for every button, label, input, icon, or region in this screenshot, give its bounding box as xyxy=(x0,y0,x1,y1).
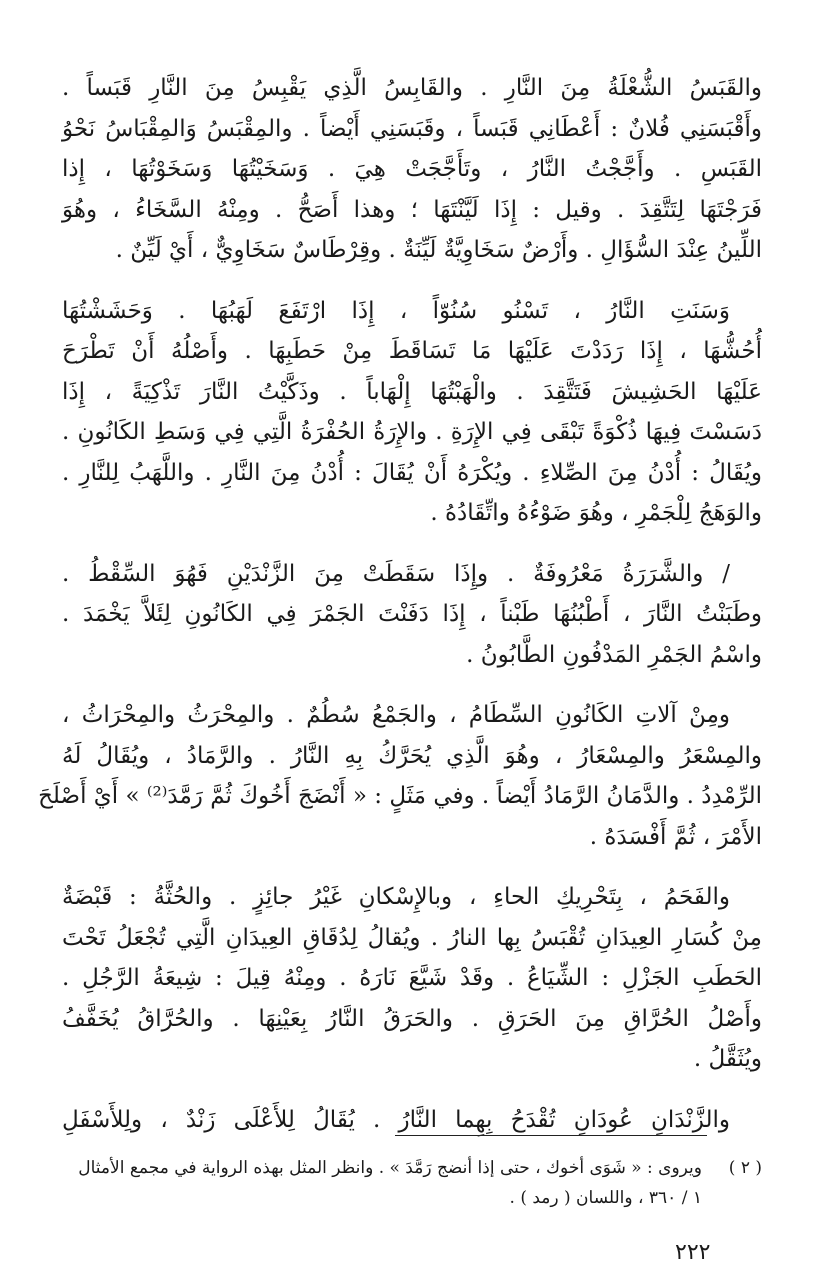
main-text xyxy=(38,68,762,1160)
paragraph-4 xyxy=(38,695,762,857)
text-line: عَلَيْهَا الحَشِيشَ فَتَتَّقِدَ . والْهَبْتُهَا إِلْهَاباً . وذَكَّيْتُ النَّارَ تَذْكِيَةً ، إِذَا xyxy=(62,378,762,405)
footnote-divider xyxy=(395,1135,707,1136)
text-line: دَسَسْتَ فِيهَا ذُكْوَةً تَبْقَى فِي الإِرَةِ . والإِرَةُ الحُفْرَةُ الَّتِي فِي وَسَطِ الكَانُونِ . xyxy=(62,419,762,445)
paragraph-5 xyxy=(62,877,762,1080)
text-line: الرِّمْدِدُ . والدَّمَانُ الرَّمَادُ أَيْضاً . وفي مَثَلٍ : « أَنْضَجَ أَخُوكَ ثُمَّ رَمَّدَ⁽²⁾ » أَيْ أَصْلَحَ xyxy=(38,783,762,809)
footnote-text: ويروى : « شَوَى أخوك ، حتى إذا أنضج رَمَّدَ » . وانظر المثل بهذه الرواية في مجمع الأمثال xyxy=(78,1158,702,1178)
footnote-text: ١ / ٣٦٠ ، واللسان ( رمد ) . xyxy=(509,1188,702,1208)
text-line: الحَطَبِ الجَزْلِ : الشِّيَاعُ . وقَدْ شَيَّعَ نَارَهُ . ومِنْهُ قِيلَ : شِيعَةُ الرَّجُلِ . xyxy=(62,965,762,991)
text-line: مِنْ كُسَارِ العِيدَانِ تُقْبَسُ بِها النارُ . ويُقالُ لِدُقَاقِ العِيدَانِ الَّتِي تُجْعَلُ تَحْتَ xyxy=(62,924,762,951)
text-line: الأَمْرَ ، ثُمَّ أَفْسَدَهُ . xyxy=(589,823,762,850)
text-line: والقَبَسُ الشُّعْلَةُ مِنَ النَّارِ . والقَابِسُ الَّذِي يَقْبِسُ مِنَ النَّارِ قَبَساً . xyxy=(62,75,762,101)
footnote xyxy=(62,1153,762,1213)
text-line: وأَقْبَسَنِي فُلانٌ : أَعْطَانِي قَبَساً ، وقَبَسَنِي أَيْضاً . والمِقْبَسُ وَالمِقْبَاسُ نَحْوُ xyxy=(62,115,762,142)
text-line: والفَحَمُ ، بِتَحْرِيكِ الحاءِ ، وبالإِسْكانِ غَيْرُ جائِزٍ . والحُثَّةُ : قَبْضَةٌ xyxy=(62,884,730,910)
text-line: والزَّنْدَانِ عُودَانِ تُقْدَحُ بِهِما النَّارُ . يُقَالُ لِلأَعْلَى زَنْدٌ ، ولِلأَسْفَلِ xyxy=(62,1106,730,1133)
paragraph-3 xyxy=(62,554,762,676)
text-line: أُحُشُّهَا ، إِذَا رَدَدْتَ عَلَيْهَا مَا تَسَاقَطَ مِنْ حَطَبِهَا . وأَصْلُهُ أَنْ تَطْرَحَ xyxy=(62,338,762,364)
footnote-number: ( ٢ ) xyxy=(728,1158,762,1178)
text-line: والوَهَجُ لِلْجَمْرِ ، وهُوَ ضَوْءُهُ واتِّقَادُهُ . xyxy=(430,500,762,526)
text-line: اللِّينُ عِنْدَ السُّؤَالِ . وأَرْضٌ سَخَاوِيَّةٌ لَيِّنَةٌ . وقِرْطَاسٌ سَخَاوِيٌّ ، أَيْ لَيِّنٌ . xyxy=(115,237,762,263)
page-number: ٢٢٢ xyxy=(675,1240,711,1265)
text-line: ويُقَالُ : أُدْنُ مِنَ الصِّلاءِ . ويُكْرَهُ أَنْ يُقَالَ : أُدْنُ مِنَ النَّارِ . واللَّهَبُ لِلنَّارِ . xyxy=(62,459,762,486)
footnote-line xyxy=(62,1183,762,1213)
paragraph-2 xyxy=(62,291,762,534)
text-line: وأَصْلُ الحُرَّاقِ مِنَ الحَرَقِ . والحَرَقُ النَّارُ بِعَيْنِهَا . والحُرَّاقُ يُخَفَّفُ xyxy=(62,1005,762,1032)
text-line: وَسَنَتِ النَّارُ ، تَسْنُو سُنُوّاً ، إِذَا ارْتَفَعَ لَهَبُهَا . وَحَشَشْتُهَا xyxy=(62,297,730,324)
text-line: ومِنْ آلاتِ الكَانُونِ السِّطَامُ ، والجَمْعُ سُطُمٌ . والمِحْرَثُ والمِحْرَاثُ ، xyxy=(62,702,730,728)
text-line: / والشَّرَرَةُ مَعْرُوفَةٌ . وإِذَا سَقَطَتْ مِنَ الزَّنْدَيْنِ فَهُوَ السِّقْطُ . xyxy=(62,560,730,587)
text-line: القَبَسِ . وأَجَّجْتُ النَّارُ ، وتَأَجَّجَتْ هِيَ . وَسَخَيْتُهَا وَسَخَوْتُهَا ، إِذا xyxy=(62,156,762,182)
text-line: ويُثَقَّلُ . xyxy=(693,1046,762,1072)
text-line: وطَبَنْتُ النَّارَ ، أَطْبُنُهَا طَبْناً ، إِذَا دَفَنْتَ الجَمْرَ فِي الكَانُونِ لِئَلاَّ يَخْمَدَ . xyxy=(62,601,762,627)
paragraph-1 xyxy=(62,68,762,271)
text-line: والمِسْعَرُ والمِسْعَارُ ، وهُوَ الَّذِي يُحَرَّكُ بِهِ النَّارُ . والرَّمَادُ ، ويُقَالُ لَهُ xyxy=(62,742,762,769)
text-line: واسْمُ الجَمْرِ المَدْفُونِ الطَّابُونُ . xyxy=(466,641,762,668)
paragraph-6 xyxy=(62,1100,762,1141)
text-line: فَرَجْتَهَا لِتَتَّقِدَ . وقيل : إِذَا لَيَّنْتَهَا ؛ وهذا أَصَحُّ . ومِنْهُ السَّخَاءُ ، وهُوَ xyxy=(62,196,762,223)
footnote-line xyxy=(62,1153,762,1183)
